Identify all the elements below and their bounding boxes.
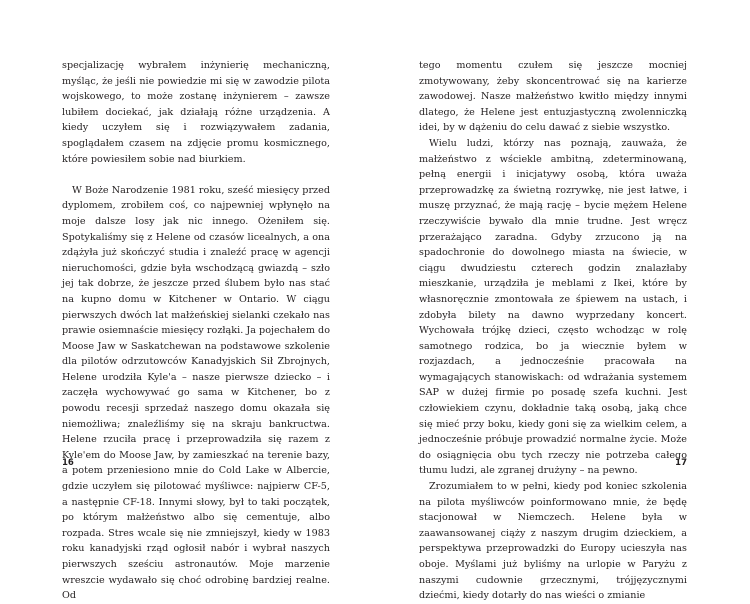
right-page-text — [419, 58, 687, 604]
paragraph: W Boże Narodzenie 1981 roku, sześć miesięcy przed dyplomem, zrobiłem coś, co najpewniej wpłynęło na moje dalsze losy jak nic innego. Ożeniłem się. Spotykaliśmy się z Helene od czasów licealnych, a ona zdążyła już skończyć studia i znaleźć pracę w agencji nieruchomości, gdzie była wschodzącą gwiazdą – szło jej tak dobrze, że jeszcze przed ślubem było nas stać na kupno domu w Kitchener w Ontario. W ciągu pierwszych dwóch lat małżeńskiej sielanki czekało nas prawie osiemnaście miesięcy rozłąki. Ja pojechałem do Moose Jaw w Saskatchewan na podstawowe szkolenie dla pilotów odrzutowców Kanadyjskich Sił Zbrojnych, Helene urodziła Kyle'a – nasze pierwsze dziecko – i zaczęła wychowywać go sama w Kitchener, bo z powodu recesji sprzedaż naszego domu okazała się niemożliwa; znaleźliśmy się na skraju bankructwa. Helene rzuciła pracę i przeprowadziła się razem z Kyle'em do Moose Jaw, by zamieszkać na terenie bazy, a potem przeniesiono mnie do Cold Lake w Albercie, gdzie uczyłem się pilotować myśliwce: najpierw CF-5, a następnie CF-18. Innymi słowy, był to taki początek, po którym małżeństwo albo się cementuje, albo rozpada. Stres wcale się nie zmniejszył, kiedy w 1983 roku kanadyjski rząd ogłosił nabór i wybrał naszych pierwszych sześciu astronautów. Moje marzenie wreszcie wydawało się choć odrobinę bardziej realne. Od — [62, 184, 330, 602]
page-number: 16 — [62, 458, 74, 468]
paragraph: specjalizację wybrałem inżynierię mechaniczną, myśląc, że jeśli nie powiedzie mi się w zawodzie pilota wojskowego, to może zostanę inżynierem – zawsze lubiłem dociekać, jak działają różne urządzenia. A kiedy uczyłem się i rozwiązywałem zadania, spoglądałem czasem na zdjęcie promu kosmicznego, które powiesiłem sobie nad biurkiem. — [62, 60, 330, 165]
paragraph: Wielu ludzi, którzy nas poznają, zauważa, że małżeństwo z wściekle ambitną, zdeterminowaną, pełną energii i inicjatywy osobą, która uważa przeprowadzkę za świetną rozrywkę, nie jest łatwe, i muszę przyznać, że mają rację – bycie mężem Helene rzeczywiście bywało dla mnie trudne. Jest wręcz przerażająco zaradna. Gdyby zrzucono ją na spadochronie do dowolnego miasta na świecie, w ciągu dwudziestu czterech godzin znalazłaby mieszkanie, urządziła je meblami z Ikei, które by własnoręcznie zmontowała ze śpiewem na ustach, i zdobyła bilety na dawno wyprzedany koncert. Wychowała trójkę dzieci, często wchodząc w rolę samotnego rodzica, bo ja wiecznie byłem w rozjazdach, a jednocześnie pracowała na wymagających stanowiskach: od wdrażania systemem SAP w dużej firmie po posadę szefa kuchni. Jest człowiekiem czynu, dokładnie taką osobą, jaką chce się mieć przy boku, kiedy goni się za wielkim celem, a jednocześnie próbuje prowadzić normalne życie. Może do osiągnięcia obu tych rzeczy nie potrzeba całego tłumu ludzi, ale zgranej drużyny – na pewno. — [419, 137, 687, 477]
paragraph: tego momentu czułem się jeszcze mocniej zmotywowany, żeby skoncentrować się na karierze zawodowej. Nasze małżeństwo kwitło między innymi dlatego, że Helene jest entuzjastyczną zwolenniczką idei, by w dążeniu do celu dawać z siebie wszystko. — [419, 60, 687, 134]
right-page — [375, 0, 750, 602]
paragraph: Zrozumiałem to w pełni, kiedy pod koniec szkolenia na pilota myśliwców poinformowano mnie, że będę stacjonował w Niemczech. Helene była w zaawansowanej ciąży z naszym drugim dzieckiem, a perspektywa przeprowadzki do Europy ucieszyła nas oboje. Myślami już byliśmy na urlopie w Paryżu z naszymi cudownie grzecznymi, trójjęzycznymi dziećmi, kiedy dotarły do nas wieści o zmianie — [419, 481, 687, 602]
left-page-text — [62, 58, 330, 604]
left-page — [0, 0, 375, 602]
page-number: 17 — [675, 458, 687, 468]
